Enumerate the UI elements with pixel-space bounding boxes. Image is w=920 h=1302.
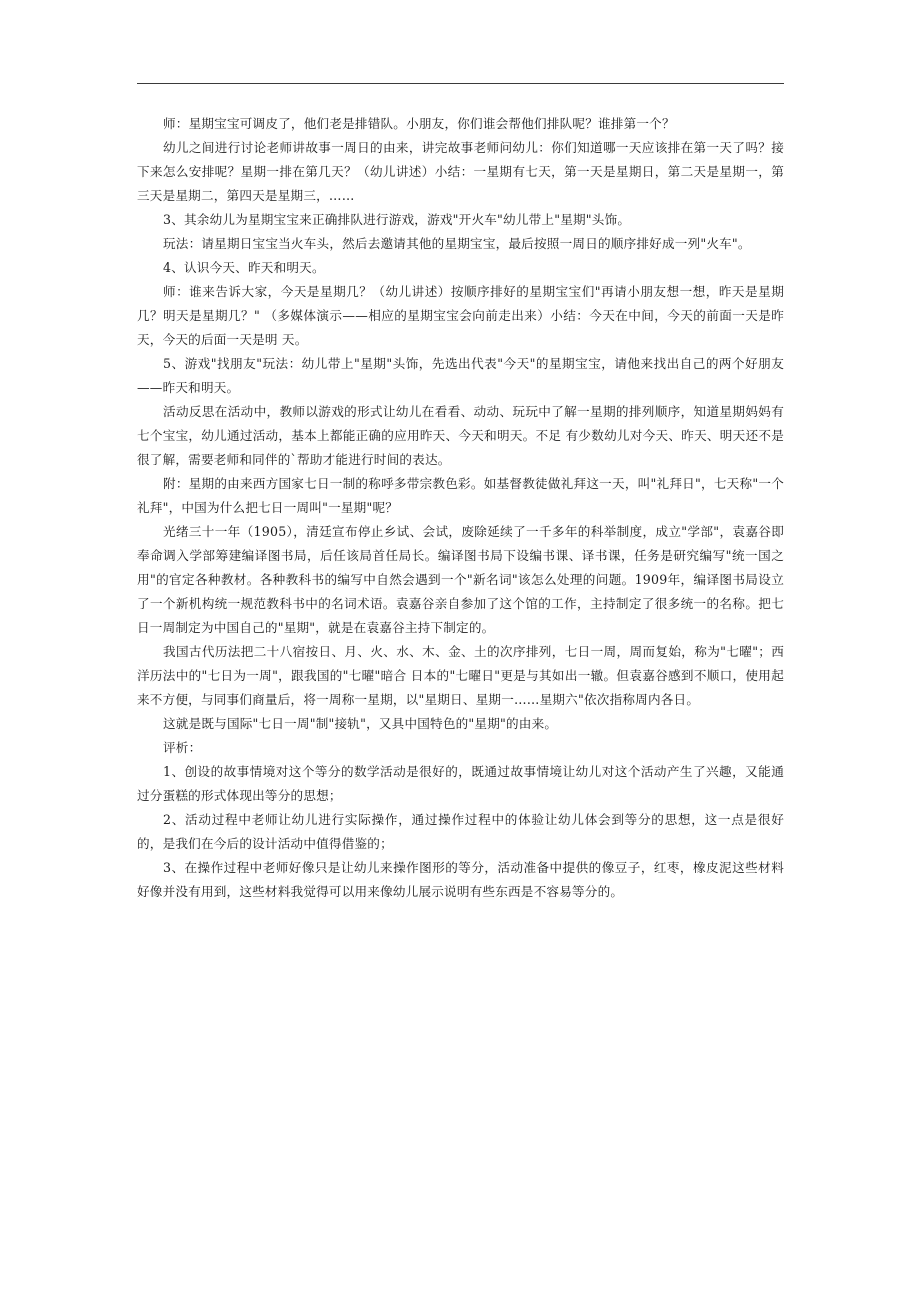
paragraph: 3、其余幼儿为星期宝宝来正确排队进行游戏，游戏"开火车"幼儿带上"星期"头饰。 [163, 212, 631, 227]
paragraph: 玩法：请星期日宝宝当火车头，然后去邀请其他的星期宝宝，最后按照一周日的顺序排好成一列"火车"。 [163, 236, 751, 251]
document-body [137, 112, 784, 904]
paragraph: 2、活动过程中老师让幼儿进行实际操作，通过操作过程中的体验让幼儿体会到等分的思想，这一点是很好的，是我们在今后的设计活动中值得借鉴的； [137, 812, 784, 851]
header-rule [137, 83, 784, 84]
paragraph: 我国古代历法把二十八宿按日、月、火、水、木、金、土的次序排列，七日一周，周而复始，称为"七曜"；西洋历法中的"七日为一周"，跟我国的"七曜"暗合 日本的"七曜日"更是与其如出一辙。但袁嘉谷感到不顺口，使用起来不方便，与同事们商量后，将一周称一星期，以"星期日、星期一……星期六"依次指称周内各日。 [137, 644, 784, 707]
paragraph: 3、在操作过程中老师好像只是让幼儿来操作图形的等分，活动准备中提供的像豆子，红枣，橡皮泥这些材料好像并没有用到，这些材料我觉得可以用来像幼儿展示说明有些东西是不容易等分的。 [137, 860, 784, 899]
paragraph: 5、游戏"找朋友"玩法：幼儿带上"星期"头饰，先选出代表"今天"的星期宝宝，请他来找出自己的两个好朋友——昨天和明天。 [137, 356, 784, 395]
paragraph: 光绪三十一年（1905），清廷宣布停止乡试、会试，废除延续了一千多年的科举制度，成立"学部"，袁嘉谷即奉命调入学部筹建编译图书局，后任该局首任局长。编译图书局下设编书课、译书课，任务是研究编写"统一国之用"的官定各种教材。各种教科书的编写中自然会遇到一个"新名词"该怎么处理的问题。1909年，编译图书局设立了一个新机构统一规范教科书中的名词术语。袁嘉谷亲自参加了这个馆的工作，主持制定了很多统一的名称。把七日一周制定为中国自己的"星期"，就是在袁嘉谷主持下制定的。 [137, 524, 784, 635]
paragraph: 师：星期宝宝可调皮了，他们老是排错队。小朋友，你们谁会帮他们排队呢？谁排第一个？ [163, 116, 675, 131]
paragraph: 1、创设的故事情境对这个等分的数学活动是很好的，既通过故事情境让幼儿对这个活动产生了兴趣，又能通过分蛋糕的形式体现出等分的思想； [137, 764, 784, 803]
paragraph: 附：星期的由来西方国家七日一制的称呼多带宗教色彩。如基督教徒做礼拜这一天，叫"礼拜日"，七天称"一个礼拜"，中国为什么把七日一周叫"一星期"呢？ [137, 476, 784, 515]
paragraph: 师：谁来告诉大家，今天是星期几？（幼儿讲述）按顺序排好的星期宝宝们"再请小朋友想一想，昨天是星期几？明天是星期几？" （多媒体演示——相应的星期宝宝会向前走出来）小结：今天在中间，今天的前面一天是昨天，今天的后面一天是明 天。 [137, 284, 784, 347]
paragraph: 活动反思在活动中，教师以游戏的形式让幼儿在看看、动动、玩玩中了解一星期的排列顺序，知道星期妈妈有七个宝宝，幼儿通过活动，基本上都能正确的应用昨天、今天和明天。不足 有少数幼儿对今天、昨天、明天还不是很了解，需要老师和同伴的`帮助才能进行时间的表达。 [137, 404, 784, 467]
paragraph: 4、认识今天、昨天和明天。 [163, 260, 325, 275]
paragraph: 这就是既与国际"七日一周"制"接轨"，又具中国特色的"星期"的由来。 [163, 716, 558, 731]
section-heading: 评析： [163, 740, 202, 755]
paragraph: 幼儿之间进行讨论老师讲故事一周日的由来，讲完故事老师问幼儿：你们知道哪一天应该排在第一天了吗？接下来怎么安排呢？星期一排在第几天？（幼儿讲述）小结：一星期有七天，第一天是星期日，第二天是星期一，第三天是星期二，第四天是星期三，…… [137, 140, 784, 203]
